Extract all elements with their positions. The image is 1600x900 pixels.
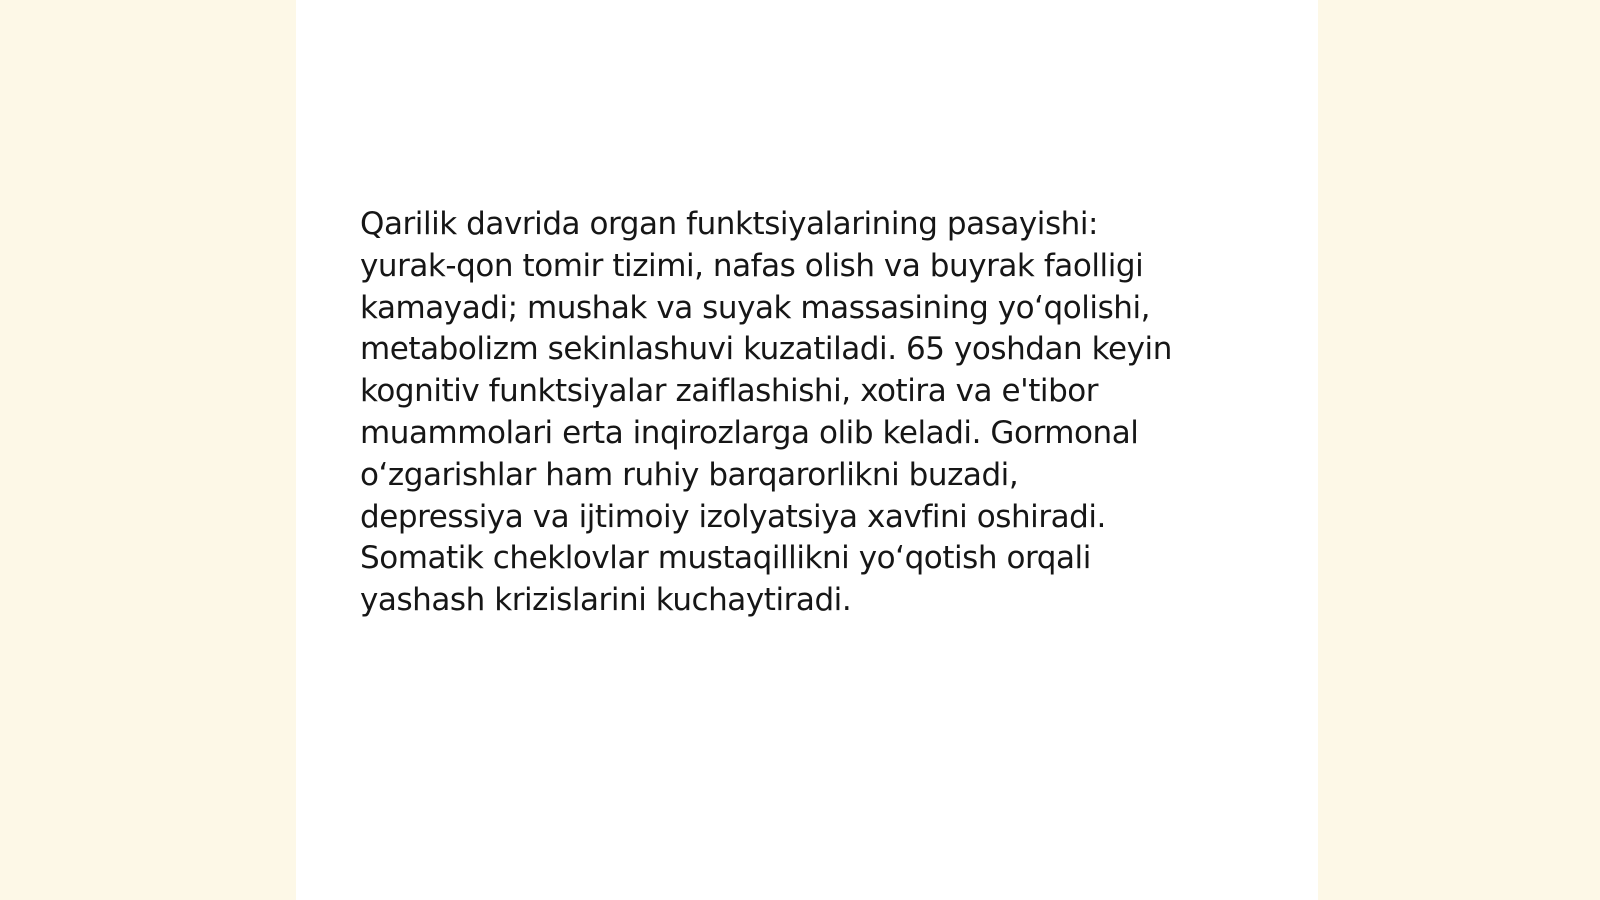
text-line-2: yurak-qon tomir tizimi, nafas olish va buyrak faolligi [360, 247, 1144, 284]
text-line-9: Somatik cheklovlar mustaqillikni yo‘qotish orqali [360, 540, 1091, 577]
text-line-5: kognitiv funktsiyalar zaiflashishi, xotira va e'tibor [360, 373, 1099, 410]
slide-body-text [360, 204, 1260, 622]
text-line-8: depressiya va ijtimoiy izolyatsiya xavfini oshiradi. [360, 498, 1106, 535]
text-line-1: Qarilik davrida organ funktsiyalarining pasayishi: [360, 206, 1098, 242]
text-line-10: yashash krizislarini kuchaytiradi. [360, 582, 852, 619]
text-line-3: kamayadi; mushak va suyak massasining yo‘qolishi, [360, 289, 1151, 326]
text-line-4: metabolizm sekinlashuvi kuzatiladi. 65 yoshdan keyin [360, 331, 1172, 368]
text-line-7: o‘zgarishlar ham ruhiy barqarorlikni buzadi, [360, 456, 1019, 493]
text-line-6: muammolari erta inqirozlarga olib keladi. Gormonal [360, 414, 1139, 451]
slide-page [296, 0, 1318, 900]
